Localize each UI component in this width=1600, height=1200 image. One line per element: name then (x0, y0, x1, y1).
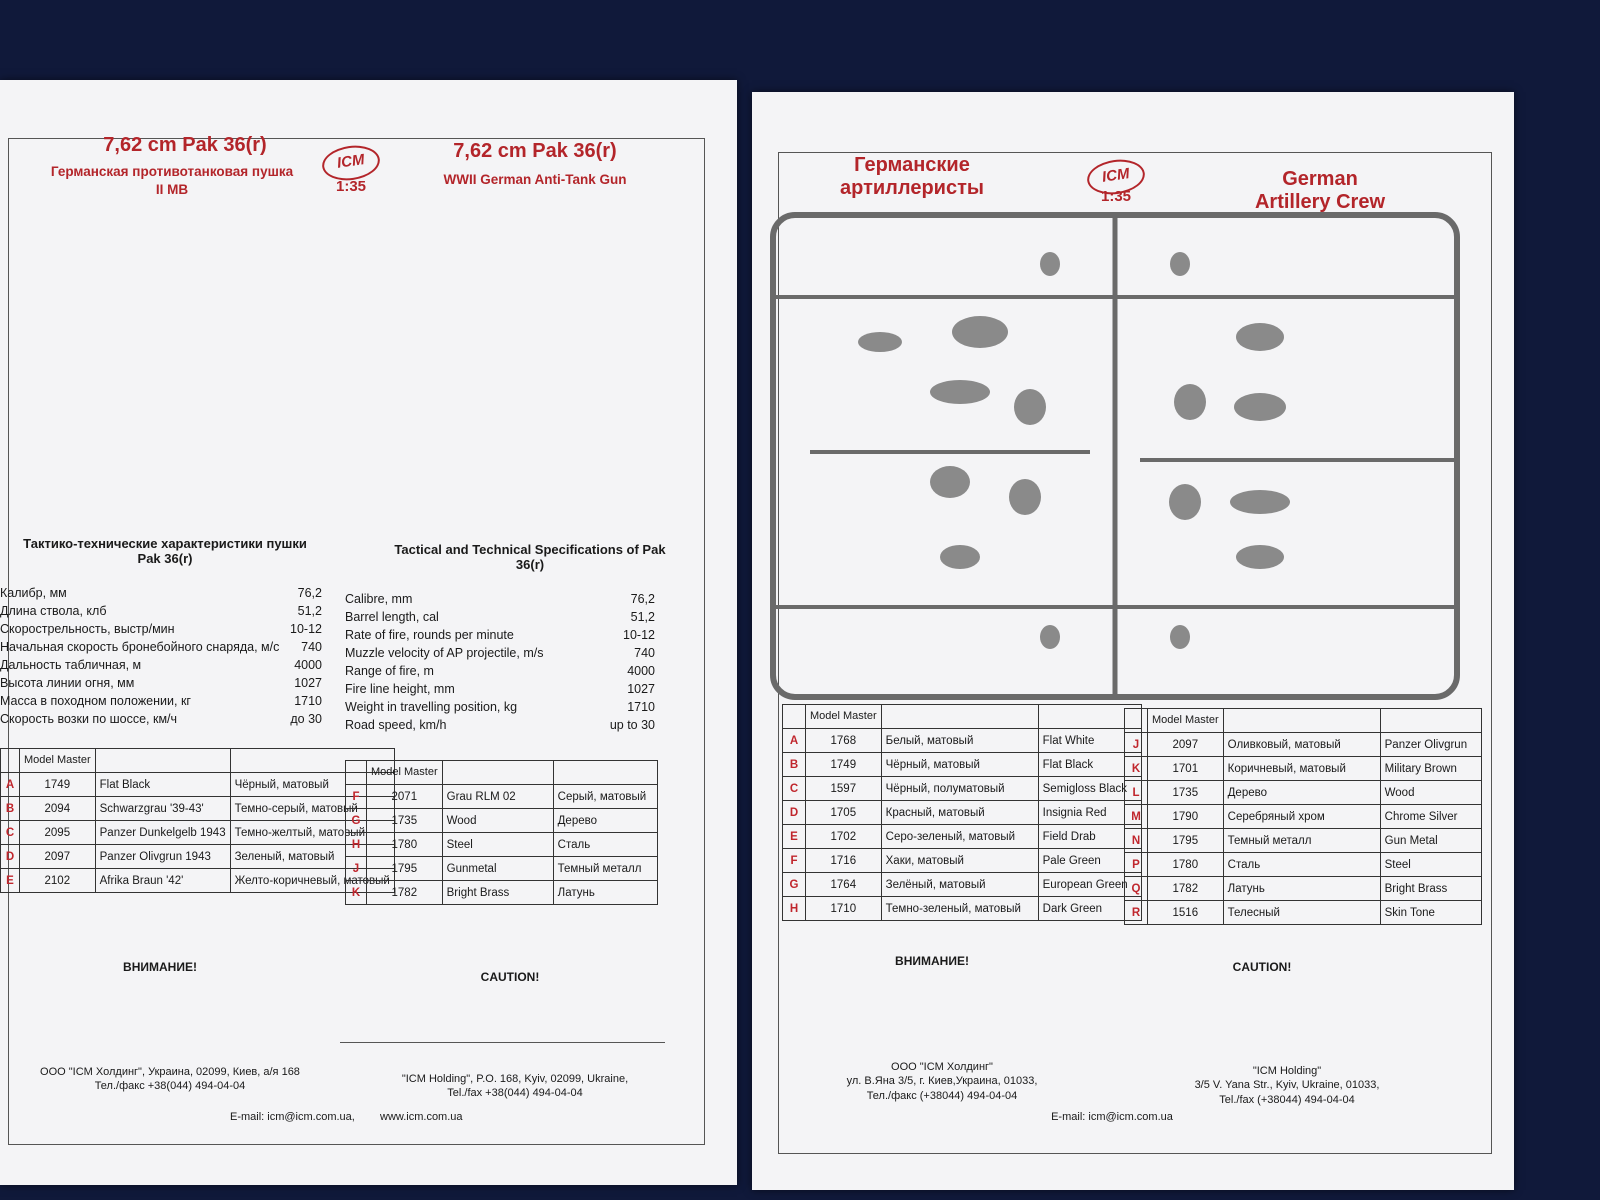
paint-num-cell: 2094 (20, 797, 96, 821)
paint-num-cell: 1701 (1148, 757, 1224, 781)
paint-ru-cell: Серебряный хром (1223, 805, 1380, 829)
spec-row (0, 710, 322, 728)
table-row (346, 857, 658, 881)
paint-num-cell: 1597 (806, 777, 882, 801)
paint-ru-cell: Латунь (1223, 877, 1380, 901)
table-row (1125, 805, 1482, 829)
left-subtitle-ru: Германская противотанковая пушка (50, 164, 294, 179)
email-link[interactable]: E-mail: icm@icm.com.ua, (230, 1111, 355, 1123)
paint-en-cell: Steel (442, 833, 553, 857)
spec-value: 740 (634, 646, 655, 660)
paint-ru-cell: Дерево (1223, 781, 1380, 805)
paint-en-cell: Military Brown (1380, 757, 1481, 781)
table-row (346, 833, 658, 857)
paint-letter-cell: B (783, 753, 806, 777)
paint-ru-cell: Темный металл (1223, 829, 1380, 853)
table-row (1125, 877, 1482, 901)
paint-en-cell: Panzer Olivgrun (1380, 733, 1481, 757)
sprue-part (940, 545, 980, 569)
sprue-part (1009, 479, 1041, 515)
paint-letter-cell: B (1, 797, 20, 821)
table-row (346, 881, 658, 905)
paint-en-cell: Insignia Red (1038, 801, 1141, 825)
spec-label: Road speed, km/h (345, 718, 447, 732)
paint-ru-cell: Дерево (553, 809, 657, 833)
spec-row (0, 602, 322, 620)
sprue-part (1170, 625, 1190, 649)
email-link[interactable]: E-mail: icm@icm.com.ua (1051, 1111, 1173, 1123)
paint-ru-cell: Коричневый, матовый (1223, 757, 1380, 781)
paint-letter-cell: R (1125, 901, 1148, 925)
paint-letter-cell: D (1, 845, 20, 869)
paint-ru-cell: Темно-серый, матовый (230, 797, 394, 821)
paint-letter-cell: N (1125, 829, 1148, 853)
header-model-master: Model Master (20, 749, 96, 773)
spec-value: 51,2 (630, 610, 655, 624)
paint-letter-cell: H (783, 897, 806, 921)
table-row (783, 873, 1142, 897)
paint-letter-cell: A (783, 729, 806, 753)
footer-divider (340, 1042, 665, 1043)
spec-row (345, 590, 655, 608)
icm-logo: ICM (320, 142, 382, 184)
paint-ru-cell: Чёрный, полуматовый (881, 777, 1038, 801)
paint-en-cell: Chrome Silver (1380, 805, 1481, 829)
spec-row (345, 698, 655, 716)
spec-label: Длина ствола, клб (0, 604, 107, 618)
paint-en-cell: Gunmetal (442, 857, 553, 881)
paint-letter-cell: K (1125, 757, 1148, 781)
spec-row (345, 608, 655, 626)
paint-num-cell: 1710 (806, 897, 882, 921)
spec-value: 740 (301, 640, 322, 654)
paint-en-cell: Field Drab (1038, 825, 1141, 849)
paint-ru-cell: Темно-зеленый, матовый (881, 897, 1038, 921)
paint-ru-cell: Чёрный, матовый (230, 773, 394, 797)
paint-num-cell: 1702 (806, 825, 882, 849)
paint-num-cell: 1749 (20, 773, 96, 797)
paint-table-left-b (345, 760, 658, 905)
spec-row (345, 626, 655, 644)
paint-ru-cell: Темный металл (553, 857, 657, 881)
paint-num-cell: 2071 (367, 785, 443, 809)
spec-label: Muzzle velocity of AP projectile, m/s (345, 646, 544, 660)
paint-num-cell: 1782 (1148, 877, 1224, 901)
spec-value: 10-12 (290, 622, 322, 636)
left-title-ru: 7,62 cm Pak 36(r) (103, 134, 267, 156)
sprue-part (1014, 389, 1046, 425)
paint-num-cell: 1705 (806, 801, 882, 825)
spec-label: Высота линии огня, мм (0, 676, 135, 690)
spec-row (0, 638, 322, 656)
left-subtitle-ru-2: II МВ (155, 182, 189, 197)
paint-letter-cell: C (783, 777, 806, 801)
right-instruction-sheet (752, 92, 1514, 1190)
spec-value: 76,2 (297, 586, 322, 600)
paint-ru-cell: Красный, матовый (881, 801, 1038, 825)
table-row (1, 797, 395, 821)
paint-letter-cell: G (783, 873, 806, 897)
paint-ru-cell: Сталь (553, 833, 657, 857)
paint-letter-cell: Q (1125, 877, 1148, 901)
specs-list-ru (0, 584, 322, 728)
paint-ru-cell: Белый, матовый (881, 729, 1038, 753)
paint-num-cell: 1735 (367, 809, 443, 833)
table-row (1, 773, 395, 797)
spec-label: Rate of fire, rounds per minute (345, 628, 514, 642)
caution-title-en: CAUTION! (1232, 960, 1292, 974)
paint-ru-cell: Сталь (1223, 853, 1380, 877)
sprue-diagram (770, 212, 1460, 700)
spec-row (345, 644, 655, 662)
icm-logo: ICM (1085, 156, 1147, 198)
sprue-part (1236, 323, 1284, 351)
sprue-part (1169, 484, 1201, 520)
sprue-part (930, 380, 990, 404)
paint-letter-cell: J (1125, 733, 1148, 757)
paint-en-cell: Skin Tone (1380, 901, 1481, 925)
specs-list-en (345, 590, 655, 734)
sprue-part (1170, 252, 1190, 276)
sprue-part (1040, 625, 1060, 649)
sprue-part (1174, 384, 1206, 420)
paint-num-cell: 1735 (1148, 781, 1224, 805)
paint-num-cell: 1782 (367, 881, 443, 905)
spec-value: 10-12 (623, 628, 655, 642)
table-row (1125, 853, 1482, 877)
paint-en-cell: Semigloss Black (1038, 777, 1141, 801)
paint-num-cell: 2097 (20, 845, 96, 869)
table-row (783, 801, 1142, 825)
table-row (783, 897, 1142, 921)
spec-value: 1710 (294, 694, 322, 708)
paint-en-cell: Panzer Olivgrun 1943 (95, 845, 230, 869)
paint-en-cell: European Green (1038, 873, 1141, 897)
paint-letter-cell: K (346, 881, 367, 905)
paint-num-cell: 2095 (20, 821, 96, 845)
paint-num-cell: 1795 (367, 857, 443, 881)
paint-en-cell: Steel (1380, 853, 1481, 877)
left-title-en: 7,62 cm Pak 36(r) (453, 140, 617, 162)
spec-value: 1027 (627, 682, 655, 696)
sprue-part (1236, 545, 1284, 569)
table-row (783, 849, 1142, 873)
sprue-part (1040, 252, 1060, 276)
spec-value: 4000 (294, 658, 322, 672)
spec-row (0, 692, 322, 710)
paint-table-right-b (1124, 708, 1482, 925)
table-row (1125, 781, 1482, 805)
paint-ru-cell: Серый, матовый (553, 785, 657, 809)
paint-num-cell: 1768 (806, 729, 882, 753)
table-header-row (346, 761, 658, 785)
spec-row (345, 680, 655, 698)
scale-label: 1:35 (1100, 188, 1132, 205)
spec-row (0, 656, 322, 674)
paint-ru-cell: Телесный (1223, 901, 1380, 925)
spec-title-en: Tactical and Technical Specifications of Pak 36(r) (394, 542, 666, 572)
paint-num-cell: 1790 (1148, 805, 1224, 829)
paint-en-cell: Schwarzgrau '39-43' (95, 797, 230, 821)
paint-num-cell: 1780 (1148, 853, 1224, 877)
table-row (1125, 757, 1482, 781)
paint-num-cell: 1764 (806, 873, 882, 897)
paint-letter-cell: E (1, 869, 20, 893)
paint-ru-cell: Чёрный, матовый (881, 753, 1038, 777)
paint-en-cell: Flat White (1038, 729, 1141, 753)
paint-en-cell: Flat Black (95, 773, 230, 797)
spec-label: Масса в походном положении, кг (0, 694, 191, 708)
table-row (346, 785, 658, 809)
paint-letter-cell: E (783, 825, 806, 849)
paint-en-cell: Dark Green (1038, 897, 1141, 921)
paint-letter-cell: D (783, 801, 806, 825)
right-title-ru: Германские артиллеристы (840, 154, 984, 199)
spec-value: до 30 (290, 712, 322, 726)
sprue-part (952, 316, 1008, 348)
left-instruction-sheet (0, 80, 737, 1185)
table-row (783, 753, 1142, 777)
sprue-part (930, 466, 970, 498)
table-row (1125, 829, 1482, 853)
caution-title-ru: ВНИМАНИЕ! (123, 960, 197, 974)
spec-row (0, 674, 322, 692)
paint-en-cell: Flat Black (1038, 753, 1141, 777)
paint-ru-cell: Зелёный, матовый (881, 873, 1038, 897)
caution-title-ru: ВНИМАНИЕ! (895, 954, 969, 968)
spec-label: Calibre, mm (345, 592, 413, 606)
caution-title-en: CAUTION! (480, 970, 540, 984)
spec-title-ru: Тактико-технические характеристики пушки Pak 36(r) (23, 536, 307, 566)
paint-en-cell: Gun Metal (1380, 829, 1481, 853)
table-row (1, 845, 395, 869)
spec-value: up to 30 (609, 718, 655, 732)
header-model-master: Model Master (1148, 709, 1224, 733)
spec-label: Скорострельность, выстр/мин (0, 622, 175, 636)
sprue-part (858, 332, 902, 352)
spec-label: Скорость возки по шоссе, км/ч (0, 712, 178, 726)
paint-table-left-a (0, 748, 395, 893)
spec-label: Fire line height, mm (345, 682, 455, 696)
paint-en-cell: Grau RLM 02 (442, 785, 553, 809)
scale-label: 1:35 (335, 178, 367, 195)
paint-letter-cell: H (346, 833, 367, 857)
spec-row (0, 584, 322, 602)
paint-num-cell: 1780 (367, 833, 443, 857)
paint-letter-cell: F (346, 785, 367, 809)
paint-en-cell: Bright Brass (442, 881, 553, 905)
address-ru: ООО "ICM Холдинг" ул. В.Яна 3/5, г. Киев,Украина, 01033, Тел./факс (+38044) 494-04-04 (846, 1061, 1038, 1102)
spec-value: 51,2 (297, 604, 322, 618)
paint-en-cell: Pale Green (1038, 849, 1141, 873)
paint-letter-cell: L (1125, 781, 1148, 805)
spec-label: Range of fire, m (345, 664, 434, 678)
table-header-row (1125, 709, 1482, 733)
paint-num-cell: 1749 (806, 753, 882, 777)
paint-ru-cell: Серо-зеленый, матовый (881, 825, 1038, 849)
table-row (783, 777, 1142, 801)
paint-ru-cell: Хаки, матовый (881, 849, 1038, 873)
paint-table-right-a (782, 704, 1142, 921)
spec-row (345, 662, 655, 680)
sprue-part (1230, 490, 1290, 514)
spec-label: Калибр, мм (0, 586, 67, 600)
address-ru: ООО "ICM Холдинг", Украина, 02099, Киев, а/я 168 Тел./факс +38(044) 494-04-04 (40, 1066, 300, 1093)
paint-num-cell: 1716 (806, 849, 882, 873)
paint-en-cell: Panzer Dunkelgelb 1943 (95, 821, 230, 845)
paint-letter-cell: P (1125, 853, 1148, 877)
table-row (783, 729, 1142, 753)
spec-value: 1710 (627, 700, 655, 714)
spec-label: Дальность табличная, м (0, 658, 142, 672)
spec-row (0, 620, 322, 638)
header-model-master: Model Master (367, 761, 443, 785)
paint-letter-cell: G (346, 809, 367, 833)
sprue-part (1234, 393, 1286, 421)
paint-ru-cell: Желто-коричневый, матовый (230, 869, 394, 893)
website-link[interactable]: www.icm.com.ua (380, 1111, 463, 1123)
spec-label: Barrel length, cal (345, 610, 439, 624)
spec-value: 1027 (294, 676, 322, 690)
paint-ru-cell: Зеленый, матовый (230, 845, 394, 869)
spec-label: Начальная скорость бронебойного снаряда, м/с (0, 640, 280, 654)
right-title-en: German Artillery Crew (1254, 168, 1386, 213)
paint-num-cell: 2097 (1148, 733, 1224, 757)
spec-label: Weight in travelling position, kg (345, 700, 518, 714)
paint-letter-cell: F (783, 849, 806, 873)
spec-row (345, 716, 655, 734)
paint-en-cell: Wood (1380, 781, 1481, 805)
table-row (1125, 901, 1482, 925)
paint-ru-cell: Оливковый, матовый (1223, 733, 1380, 757)
paint-ru-cell: Темно-желтый, матовый (230, 821, 394, 845)
spec-value: 4000 (627, 664, 655, 678)
table-row (346, 809, 658, 833)
table-row (783, 825, 1142, 849)
paint-ru-cell: Латунь (553, 881, 657, 905)
table-row (1, 869, 395, 893)
paint-en-cell: Afrika Braun '42' (95, 869, 230, 893)
header-model-master: Model Master (806, 705, 882, 729)
paint-en-cell: Bright Brass (1380, 877, 1481, 901)
paint-letter-cell: M (1125, 805, 1148, 829)
paint-num-cell: 2102 (20, 869, 96, 893)
paint-letter-cell: J (346, 857, 367, 881)
spec-value: 76,2 (630, 592, 655, 606)
left-subtitle-en: WWII German Anti-Tank Gun (443, 172, 627, 187)
paint-letter-cell: A (1, 773, 20, 797)
table-row (1125, 733, 1482, 757)
paint-letter-cell: C (1, 821, 20, 845)
table-row (1, 821, 395, 845)
address-en: "ICM Holding" 3/5 V. Yana Str., Kyiv, Ukraine, 01033, Tel./fax (+38044) 494-04-04 (1194, 1065, 1380, 1106)
table-header-row (783, 705, 1142, 729)
address-en: "ICM Holding", P.O. 168, Kyiv, 02099, Ukraine, Tel./fax +38(044) 494-04-04 (401, 1073, 629, 1100)
paint-num-cell: 1516 (1148, 901, 1224, 925)
paint-num-cell: 1795 (1148, 829, 1224, 853)
paint-en-cell: Wood (442, 809, 553, 833)
table-header-row (1, 749, 395, 773)
